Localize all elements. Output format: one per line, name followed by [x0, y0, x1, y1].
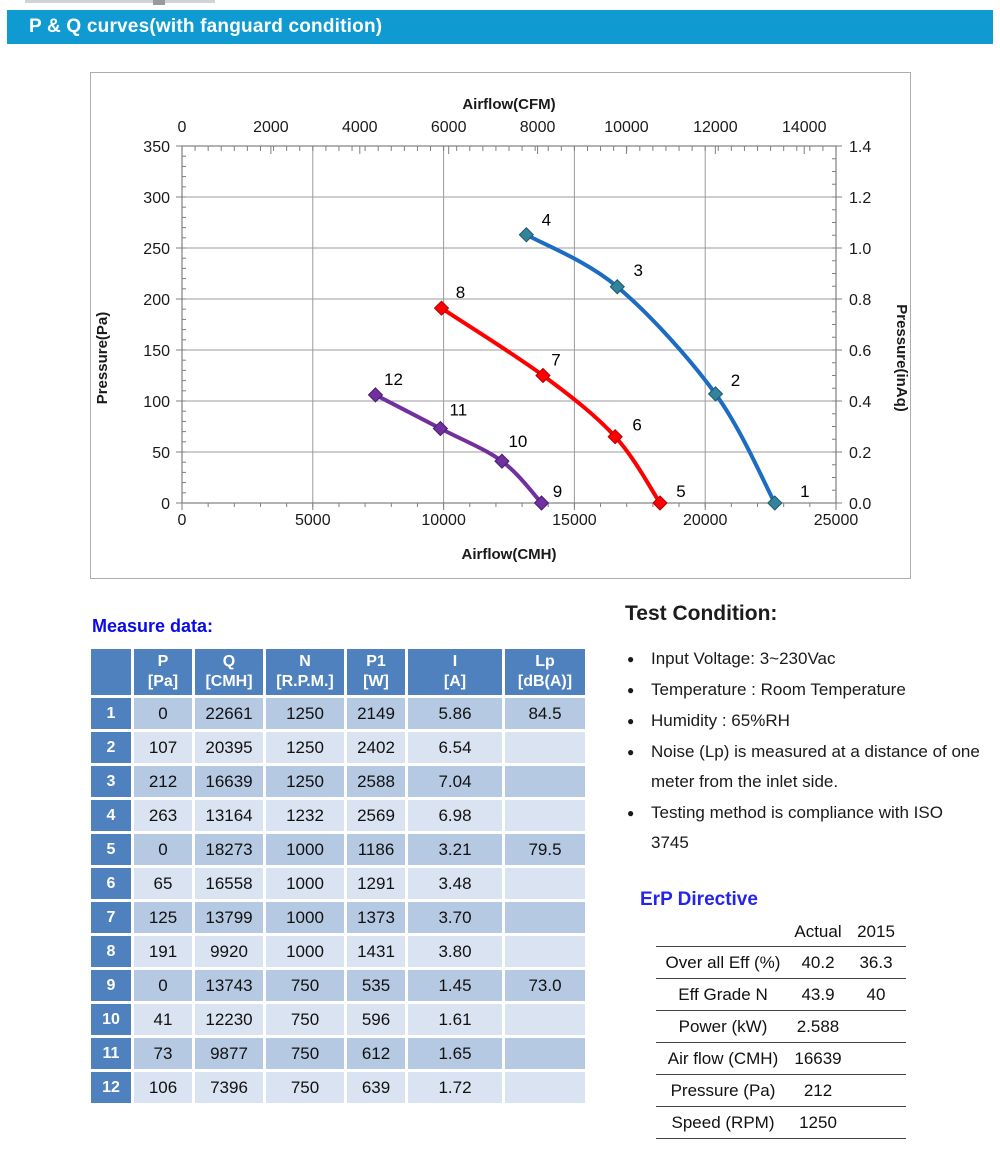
measure-header-row — [91, 649, 585, 695]
measure-row-number: 9 — [91, 970, 131, 1001]
measure-data-title: Measure data: — [92, 616, 214, 636]
erp-row — [656, 979, 906, 1011]
measure-cell: 84.5 — [505, 698, 585, 729]
measure-header-cell: P1 [W] — [347, 649, 405, 695]
section-header-bar — [7, 10, 993, 44]
pq-chart-svg — [91, 73, 910, 578]
measure-row — [91, 1004, 585, 1035]
svg-text:15000: 15000 — [552, 512, 597, 529]
data-point-label: 11 — [449, 400, 468, 420]
measure-row-number: 11 — [91, 1038, 131, 1069]
measure-cell: 612 — [347, 1038, 405, 1069]
measure-header-cell: N [R.P.M.] — [266, 649, 344, 695]
svg-text:1.4: 1.4 — [849, 139, 872, 156]
measure-cell — [505, 1072, 585, 1103]
measure-cell: 3.48 — [408, 868, 502, 899]
data-point-label: 1 — [800, 482, 810, 501]
erp-header-cell: 2015 — [857, 922, 895, 941]
svg-text:0.6: 0.6 — [849, 343, 872, 360]
svg-text:10000: 10000 — [604, 119, 649, 136]
measure-cell: 1250 — [266, 732, 344, 763]
measure-cell: 6.98 — [408, 800, 502, 831]
chart-series-3 — [368, 370, 562, 510]
measure-cell: 13743 — [195, 970, 263, 1001]
measure-cell: 7.04 — [408, 766, 502, 797]
measure-row-number: 7 — [91, 902, 131, 933]
erp-value-cell: 1250 — [799, 1112, 837, 1132]
test-condition-item — [627, 644, 983, 674]
svg-text:2000: 2000 — [253, 119, 289, 136]
erp-directive-table — [656, 918, 906, 1139]
measure-cell: 1.61 — [408, 1004, 502, 1035]
test-condition-item — [627, 706, 983, 736]
measure-cell: 79.5 — [505, 834, 585, 865]
svg-text:0: 0 — [177, 119, 187, 136]
measure-cell: 1.72 — [408, 1072, 502, 1103]
measure-header-cell: I [A] — [408, 649, 502, 695]
test-condition-text: Temperature : Room Temperature — [651, 680, 906, 699]
measure-cell: 1000 — [266, 936, 344, 967]
erp-row — [656, 1043, 906, 1075]
measure-row — [91, 698, 585, 729]
measure-cell — [505, 800, 585, 831]
measure-header-cell: P [Pa] — [134, 649, 192, 695]
data-point-marker — [519, 228, 533, 242]
svg-text:8000: 8000 — [519, 119, 556, 136]
measure-row — [91, 1038, 585, 1069]
data-point-label: 5 — [676, 482, 686, 501]
right-axis-title: Pressure(inAq) — [893, 304, 910, 412]
erp-row — [656, 947, 906, 979]
measure-row — [91, 868, 585, 899]
svg-text:0.8: 0.8 — [849, 292, 872, 309]
measure-row — [91, 902, 585, 933]
svg-text:1.2: 1.2 — [849, 190, 872, 207]
series-curve — [526, 235, 774, 503]
measure-cell — [505, 868, 585, 899]
bullet-icon: ● — [627, 683, 635, 697]
test-condition-item — [627, 737, 983, 797]
measure-cell: 2588 — [347, 766, 405, 797]
erp-header-row — [656, 918, 906, 947]
svg-text:4000: 4000 — [341, 119, 378, 136]
erp-value-cell: 16639 — [794, 1048, 842, 1068]
data-point-label: 10 — [508, 432, 528, 452]
erp-value-cell: 40.2 — [801, 952, 835, 972]
svg-text:250: 250 — [143, 241, 170, 258]
chart-axis-titles — [94, 96, 910, 563]
measure-header-cell: Q [CMH] — [195, 649, 263, 695]
erp-header-cell — [656, 918, 790, 947]
erp-value-cell: 43.9 — [801, 984, 835, 1004]
pq-chart-frame — [90, 72, 911, 579]
measure-row-number: 3 — [91, 766, 131, 797]
data-point-label: 8 — [455, 283, 466, 303]
measure-cell: 73.0 — [505, 970, 585, 1001]
svg-text:1.0: 1.0 — [849, 241, 872, 258]
svg-text:20000: 20000 — [682, 512, 728, 529]
bullet-icon: ● — [627, 806, 635, 820]
svg-text:150: 150 — [143, 343, 170, 360]
measure-cell: 3.80 — [408, 936, 502, 967]
test-condition-text: Humidity : 65%RH — [651, 711, 790, 730]
svg-text:350: 350 — [143, 139, 170, 156]
measure-row-number: 5 — [91, 834, 131, 865]
erp-row — [656, 1075, 906, 1107]
measure-cell: 13164 — [195, 800, 263, 831]
erp-label-cell: Speed (RPM) — [671, 1112, 775, 1132]
erp-value-cell: 36.3 — [859, 952, 893, 972]
measure-row — [91, 936, 585, 967]
page-top-artifact — [25, 0, 215, 3]
measure-cell: 750 — [266, 1038, 344, 1069]
svg-text:0.4: 0.4 — [849, 394, 872, 411]
data-point-marker — [768, 496, 782, 510]
measure-cell: 0 — [134, 698, 192, 729]
measure-cell — [505, 902, 585, 933]
measure-cell: 1250 — [266, 766, 344, 797]
bullet-icon: ● — [627, 652, 635, 666]
erp-label-cell: Air flow (CMH) — [667, 1048, 779, 1068]
measure-cell: 3.21 — [408, 834, 502, 865]
erp-header-cell: Actual — [794, 922, 842, 941]
measure-cell: 1291 — [347, 868, 405, 899]
svg-text:0.2: 0.2 — [849, 445, 872, 462]
measure-row — [91, 766, 585, 797]
erp-directive-title: ErP Directive — [640, 889, 758, 910]
measure-cell: 107 — [134, 732, 192, 763]
measure-cell: 7396 — [195, 1072, 263, 1103]
test-condition-text: Input Voltage: 3~230Vac — [651, 649, 836, 668]
test-condition-title: Test Condition: — [625, 602, 778, 625]
measure-row-number: 12 — [91, 1072, 131, 1103]
measure-cell: 1.65 — [408, 1038, 502, 1069]
measure-cell: 596 — [347, 1004, 405, 1035]
test-condition-text: Testing method is compliance with ISO 3745 — [651, 803, 943, 852]
erp-value-cell — [846, 1075, 906, 1107]
svg-text:10000: 10000 — [421, 512, 466, 529]
measure-cell: 12230 — [195, 1004, 263, 1035]
measure-cell: 212 — [134, 766, 192, 797]
measure-cell: 5.86 — [408, 698, 502, 729]
measure-cell: 1000 — [266, 834, 344, 865]
measure-row — [91, 800, 585, 831]
bullet-icon: ● — [627, 745, 635, 759]
svg-text:25000: 25000 — [813, 512, 859, 529]
measure-cell: 3.70 — [408, 902, 502, 933]
svg-text:300: 300 — [143, 190, 170, 207]
measure-row-number: 2 — [91, 732, 131, 763]
measure-row — [91, 732, 585, 763]
erp-label-cell: Eff Grade N — [678, 984, 768, 1004]
measure-cell: 1.45 — [408, 970, 502, 1001]
measure-cell: 1431 — [347, 936, 405, 967]
measure-cell: 0 — [134, 970, 192, 1001]
measure-cell: 125 — [134, 902, 192, 933]
data-point-label: 7 — [551, 350, 561, 370]
erp-value-cell — [846, 1107, 906, 1139]
measure-row-number: 4 — [91, 800, 131, 831]
test-condition-text: Noise (Lp) is measured at a distance of one meter from the inlet side. — [651, 742, 980, 791]
erp-head — [656, 918, 906, 947]
erp-body — [656, 947, 906, 1139]
bullet-icon: ● — [627, 714, 635, 728]
data-point-marker — [368, 388, 382, 402]
measure-cell: 191 — [134, 936, 192, 967]
measure-cell: 1250 — [266, 698, 344, 729]
erp-value-cell: 40 — [866, 984, 886, 1004]
erp-value-cell — [846, 1043, 906, 1075]
measure-row-number: 8 — [91, 936, 131, 967]
erp-value-cell: 2.588 — [796, 1016, 840, 1036]
measure-cell: 1186 — [347, 834, 405, 865]
data-point-label: 9 — [552, 482, 563, 501]
measure-row — [91, 970, 585, 1001]
data-point-label: 4 — [541, 210, 552, 230]
test-condition-item — [627, 675, 983, 705]
measure-cell: 6.54 — [408, 732, 502, 763]
svg-text:14000: 14000 — [781, 119, 827, 136]
measure-cell — [505, 766, 585, 797]
measure-cell: 20395 — [195, 732, 263, 763]
svg-text:12000: 12000 — [693, 119, 738, 136]
measure-cell: 535 — [347, 970, 405, 1001]
measure-row-number: 6 — [91, 868, 131, 899]
data-point-marker — [433, 422, 447, 436]
svg-text:6000: 6000 — [430, 119, 467, 136]
measure-row — [91, 1072, 585, 1103]
svg-text:0: 0 — [161, 496, 170, 513]
measure-cell: 13799 — [195, 902, 263, 933]
measure-row-number: 1 — [91, 698, 131, 729]
top-axis-title: Airflow(CFM) — [462, 96, 556, 113]
measure-cell — [505, 1004, 585, 1035]
section-title: P & Q curves(with fanguard condition) — [29, 16, 383, 37]
svg-text:50: 50 — [152, 445, 170, 462]
measure-body — [91, 698, 585, 1103]
svg-text:100: 100 — [143, 394, 170, 411]
measure-cell: 750 — [266, 1072, 344, 1103]
erp-value-cell — [846, 1011, 906, 1043]
measure-cell: 0 — [134, 834, 192, 865]
measure-cell: 41 — [134, 1004, 192, 1035]
series-curve — [442, 308, 661, 503]
erp-label-cell: Over all Eff (%) — [665, 952, 781, 972]
measure-row-number: 10 — [91, 1004, 131, 1035]
measure-cell: 106 — [134, 1072, 192, 1103]
measure-row — [91, 834, 585, 865]
measure-cell: 16639 — [195, 766, 263, 797]
measure-cell: 22661 — [195, 698, 263, 729]
bottom-axis-title: Airflow(CMH) — [461, 546, 557, 563]
measure-head — [91, 649, 585, 695]
measure-cell: 2569 — [347, 800, 405, 831]
measure-cell: 2149 — [347, 698, 405, 729]
data-point-label: 12 — [384, 369, 403, 389]
erp-row — [656, 1011, 906, 1043]
measure-cell — [505, 1038, 585, 1069]
measure-cell: 1373 — [347, 902, 405, 933]
chart-series-1 — [519, 211, 809, 510]
erp-label-cell: Pressure (Pa) — [670, 1080, 776, 1100]
measure-cell — [505, 732, 585, 763]
measure-cell: 750 — [266, 970, 344, 1001]
erp-label-cell: Power (kW) — [678, 1016, 768, 1036]
measure-cell: 73 — [134, 1038, 192, 1069]
data-point-label: 2 — [730, 370, 741, 390]
data-point-label: 6 — [632, 415, 642, 435]
measure-cell: 2402 — [347, 732, 405, 763]
measure-cell: 639 — [347, 1072, 405, 1103]
measure-cell: 1000 — [266, 902, 344, 933]
measure-cell: 9877 — [195, 1038, 263, 1069]
erp-value-cell: 212 — [803, 1080, 833, 1100]
measure-cell: 263 — [134, 800, 192, 831]
measure-data-table — [88, 646, 588, 1106]
measure-cell — [505, 936, 585, 967]
measure-cell: 65 — [134, 868, 192, 899]
measure-cell: 750 — [266, 1004, 344, 1035]
svg-text:200: 200 — [143, 292, 170, 309]
data-point-label: 3 — [633, 260, 644, 280]
measure-cell: 18273 — [195, 834, 263, 865]
svg-text:5000: 5000 — [295, 512, 331, 529]
measure-cell: 16558 — [195, 868, 263, 899]
svg-text:0: 0 — [177, 512, 187, 529]
svg-text:0.0: 0.0 — [849, 496, 872, 513]
measure-header-cell: Lp [dB(A)] — [505, 649, 585, 695]
left-axis-title: Pressure(Pa) — [94, 311, 111, 405]
erp-row — [656, 1107, 906, 1139]
measure-cell: 1000 — [266, 868, 344, 899]
measure-cell: 1232 — [266, 800, 344, 831]
measure-cell: 9920 — [195, 936, 263, 967]
test-condition-item — [627, 798, 983, 858]
measure-header-cell — [91, 649, 131, 695]
test-condition-list — [627, 644, 983, 859]
